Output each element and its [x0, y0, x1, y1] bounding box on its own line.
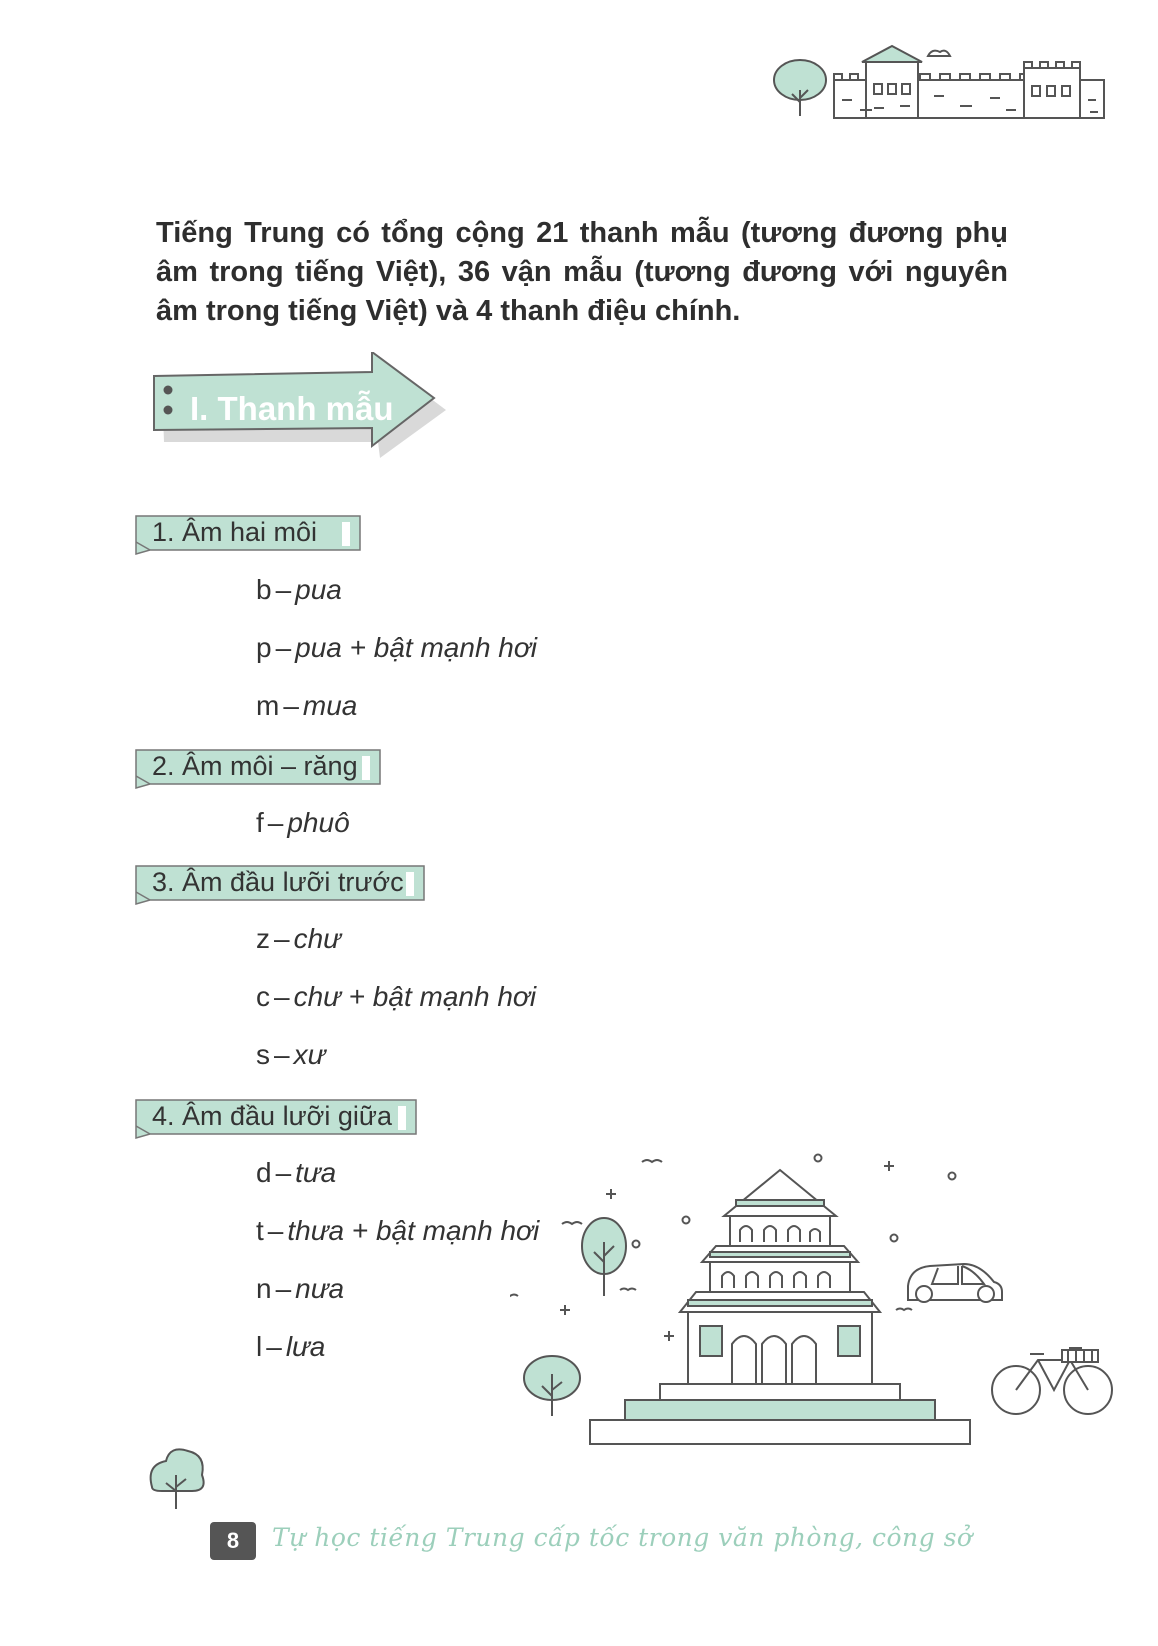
temple-scene-illustration	[510, 1150, 1150, 1480]
list-item: t – thưa + bật mạnh hơi	[256, 1215, 540, 1246]
page-number: 8	[210, 1522, 256, 1560]
list-item: m – mua	[256, 690, 358, 721]
group-tag-2	[132, 746, 384, 790]
list-item: d – tưa	[256, 1157, 337, 1188]
book-title: Tự học tiếng Trung cấp tốc trong văn phòng, công sở	[272, 1523, 973, 1552]
list-item: f – phuô	[256, 807, 350, 838]
section-heading	[150, 352, 460, 467]
footer-tree-icon	[146, 1445, 208, 1511]
group-label: 3. Âm đầu lưỡi trước	[152, 867, 404, 897]
section-title: I. Thanh mẫu	[190, 390, 394, 427]
group-label: 1. Âm hai môi	[152, 517, 318, 547]
list-item: n – nưa	[256, 1273, 345, 1304]
group-tag-4	[132, 1096, 420, 1140]
group-tag-1	[132, 512, 364, 556]
group-tag-3	[132, 862, 428, 906]
great-wall-illustration	[770, 40, 1110, 125]
list-item: p – pua + bật mạnh hơi	[256, 632, 538, 663]
intro-paragraph: Tiếng Trung có tổng cộng 21 thanh mẫu (tương đương phụ âm trong tiếng Việt), 36 vận mẫu (tương đương với nguyên âm trong tiếng Việt) và 4 thanh điệu chính.	[156, 217, 1008, 327]
list-item: l – lưa	[256, 1331, 326, 1362]
list-item: c – chư + bật mạnh hơi	[256, 981, 537, 1012]
group-label: 2. Âm môi – răng	[152, 751, 358, 781]
list-item: s – xư	[256, 1039, 326, 1070]
list-item: b – pua	[256, 574, 342, 605]
group-label: 4. Âm đầu lưỡi giữa	[152, 1101, 392, 1131]
list-item: z – chư	[256, 923, 341, 954]
